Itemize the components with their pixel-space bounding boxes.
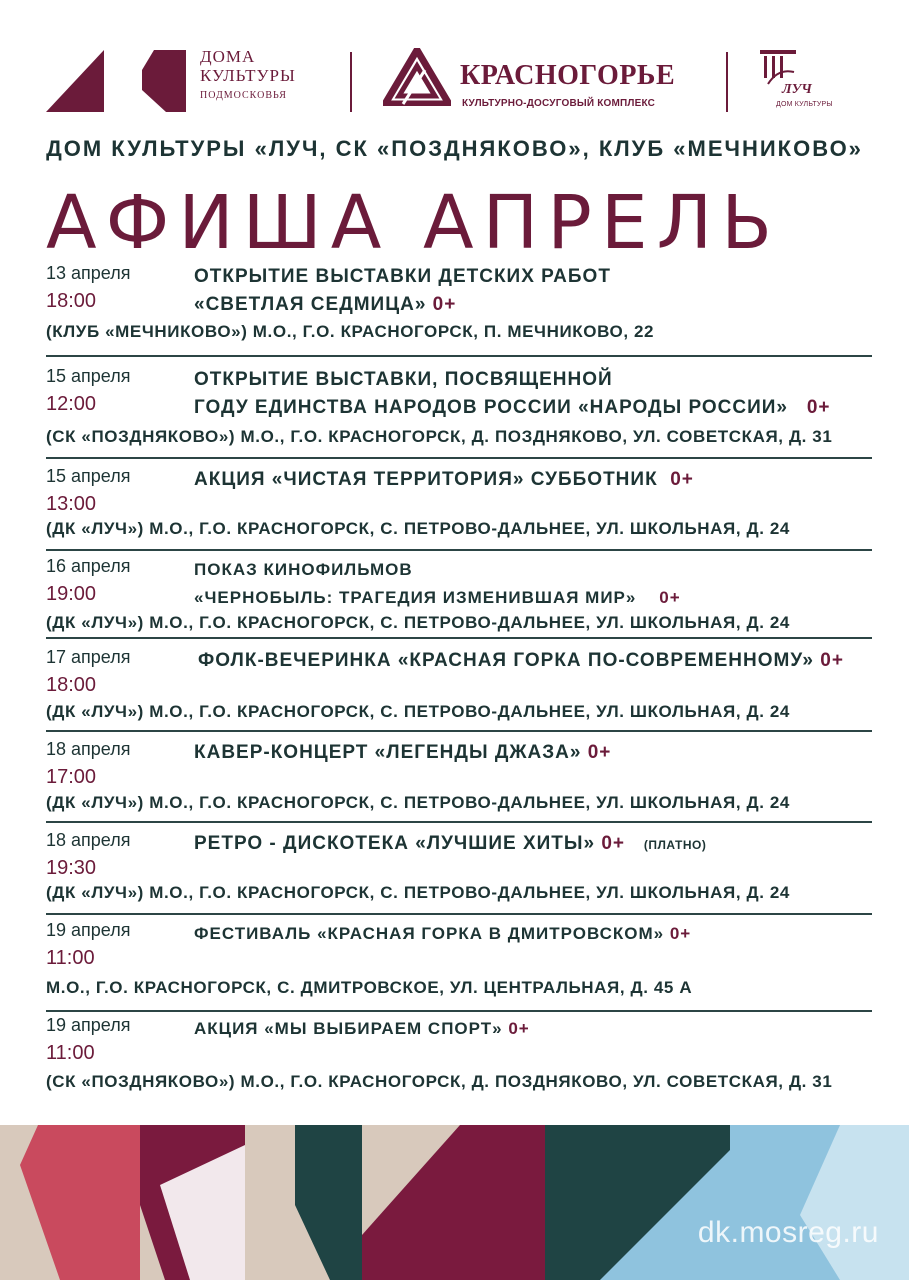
event-time: 17:00 <box>46 766 97 788</box>
age-rating: 0+ <box>432 294 457 315</box>
event-title-line1: АКЦИЯ «ЧИСТАЯ ТЕРРИТОРИЯ» СУББОТНИК <box>194 469 658 490</box>
event-address: (ДК «ЛУЧ») М.О., Г.О. КРАСНОГОРСК, С. ПЕТРОВО-ДАЛЬНЕЕ, УЛ. ШКОЛЬНАЯ, Д. 24 <box>46 519 790 538</box>
event-date: 13 апреля <box>46 263 131 283</box>
krasnogorye-title: КРАСНОГОРЬЕ <box>460 60 676 91</box>
event-date: 18 апреля <box>46 830 131 850</box>
event-time: 11:00 <box>46 1042 95 1064</box>
event-date: 19 апреля <box>46 1015 131 1035</box>
event-title-line2: «СВЕТЛАЯ СЕДМИЦА» <box>194 294 427 315</box>
krasnogorye-subtitle: КУЛЬТУРНО-ДОСУГОВЫЙ КОМПЛЕКС <box>462 98 656 109</box>
logo-divider-2 <box>726 52 728 112</box>
divider <box>46 637 872 639</box>
event-date: 17 апреля <box>46 647 131 667</box>
divider <box>46 355 872 357</box>
dk-logo-text <box>200 48 296 101</box>
event-title-line1: АКЦИЯ «МЫ ВЫБИРАЕМ СПОРТ» <box>194 1019 503 1038</box>
logo-divider <box>350 52 352 112</box>
luch-subtitle: ДОМ КУЛЬТУРЫ <box>776 101 833 108</box>
event-address: (ДК «ЛУЧ») М.О., Г.О. КРАСНОГОРСК, С. ПЕТРОВО-ДАЛЬНЕЕ, УЛ. ШКОЛЬНАЯ, Д. 24 <box>46 613 790 632</box>
dk-logo-line2: КУЛЬТУРЫ <box>200 66 296 85</box>
dk-logo-line3: ПОДМОСКОВЬЯ <box>200 90 287 101</box>
event-date: 15 апреля <box>46 366 131 386</box>
divider <box>46 457 872 459</box>
event-date: 16 апреля <box>46 556 131 576</box>
event-title <box>194 920 691 948</box>
event-title-line1: ОТКРЫТИЕ ВЫСТАВКИ ДЕТСКИХ РАБОТ <box>194 266 611 287</box>
event-title-line1: КАВЕР-КОНЦЕРТ «ЛЕГЕНДЫ ДЖАЗА» <box>194 742 582 763</box>
event-title-line2: «ЧЕРНОБЫЛЬ: ТРАГЕДИЯ ИЗМЕНИВШАЯ МИР» <box>194 588 637 607</box>
footer-band <box>0 1125 909 1280</box>
event-address: (ДК «ЛУЧ») М.О., Г.О. КРАСНОГОРСК, С. ПЕТРОВО-ДАЛЬНЕЕ, УЛ. ШКОЛЬНАЯ, Д. 24 <box>46 702 790 721</box>
divider <box>46 821 872 823</box>
event-date: 15 апреля <box>46 466 131 486</box>
age-rating: 0+ <box>659 588 681 607</box>
age-rating: 0+ <box>669 924 692 943</box>
event-time: 13:00 <box>46 493 97 515</box>
website-text: dk.mosreg.ru <box>697 1216 879 1249</box>
venues-line: ДОМ КУЛЬТУРЫ «ЛУЧ, СК «ПОЗДНЯКОВО», КЛУБ «МЕЧНИКОВО» <box>46 136 863 161</box>
event-item <box>46 830 872 920</box>
divider <box>46 549 872 551</box>
event-title <box>194 739 611 767</box>
age-rating: 0+ <box>508 1019 530 1038</box>
header-logos <box>0 0 909 130</box>
event-item <box>46 920 872 1010</box>
event-time: 19:30 <box>46 857 97 879</box>
decorative-shapes <box>0 1125 909 1280</box>
luch-title: ЛУЧ <box>782 82 812 97</box>
event-time: 18:00 <box>46 674 97 696</box>
paid-note: (ПЛАТНО) <box>643 838 707 852</box>
event-address: (СК «ПОЗДНЯКОВО») М.О., Г.О. КРАСНОГОРСК, Д. ПОЗДНЯКОВО, УЛ. СОВЕТСКАЯ, Д. 31 <box>46 427 833 446</box>
event-address: (СК «ПОЗДНЯКОВО») М.О., Г.О. КРАСНОГОРСК, Д. ПОЗДНЯКОВО, УЛ. СОВЕТСКАЯ, Д. 31 <box>46 1072 833 1091</box>
divider <box>46 1010 872 1012</box>
event-item <box>46 1015 872 1095</box>
event-title <box>194 466 694 494</box>
event-address: (ДК «ЛУЧ») М.О., Г.О. КРАСНОГОРСК, С. ПЕТРОВО-ДАЛЬНЕЕ, УЛ. ШКОЛЬНАЯ, Д. 24 <box>46 883 790 902</box>
event-date: 18 апреля <box>46 739 131 759</box>
event-title <box>194 263 611 319</box>
event-date: 19 апреля <box>46 920 131 940</box>
event-title <box>194 1015 530 1043</box>
event-title <box>194 556 681 612</box>
age-rating: 0+ <box>820 650 844 671</box>
event-title <box>194 830 706 859</box>
event-item <box>46 739 872 829</box>
event-title-line1: ОТКРЫТИЕ ВЫСТАВКИ, ПОСВЯЩЕННОЙ <box>194 369 613 390</box>
age-rating: 0+ <box>587 742 612 763</box>
age-rating: 0+ <box>806 397 831 418</box>
dk-logo-icon <box>46 50 196 112</box>
krasnogorye-logo-icon <box>383 48 451 106</box>
event-title <box>194 366 831 422</box>
dk-logo-line1: ДОМА <box>200 47 256 66</box>
event-item <box>46 647 872 737</box>
event-address: М.О., Г.О. КРАСНОГОРСК, С. ДМИТРОВСКОЕ, УЛ. ЦЕНТРАЛЬНАЯ, Д. 45 А <box>46 978 693 997</box>
event-item <box>46 366 872 462</box>
divider <box>46 913 872 915</box>
event-address: (КЛУБ «МЕЧНИКОВО») М.О., Г.О. КРАСНОГОРСК, П. МЕЧНИКОВО, 22 <box>46 322 655 341</box>
age-rating: 0+ <box>670 469 694 490</box>
event-title <box>198 647 844 675</box>
event-title-line1: РЕТРО - ДИСКОТЕКА «ЛУЧШИЕ ХИТЫ» <box>194 833 596 854</box>
event-item <box>46 466 872 556</box>
event-title-line1: ФЕСТИВАЛЬ «КРАСНАЯ ГОРКА В ДМИТРОВСКОМ» <box>194 924 665 943</box>
event-item <box>46 263 872 359</box>
event-title-line1: ФОЛК-ВЕЧЕРИНКА «КРАСНАЯ ГОРКА ПО-СОВРЕМЕННОМУ» <box>198 650 814 671</box>
event-item <box>46 556 872 646</box>
event-time: 19:00 <box>46 583 97 605</box>
age-rating: 0+ <box>601 833 626 854</box>
event-title-line2: ГОДУ ЕДИНСТВА НАРОДОВ РОССИИ «НАРОДЫ РОССИИ» <box>194 397 788 418</box>
event-time: 18:00 <box>46 290 97 312</box>
event-time: 12:00 <box>46 393 97 415</box>
event-time: 11:00 <box>46 947 95 969</box>
divider <box>46 730 872 732</box>
event-title-line1: ПОКАЗ КИНОФИЛЬМОВ <box>194 560 413 579</box>
event-address: (ДК «ЛУЧ») М.О., Г.О. КРАСНОГОРСК, С. ПЕТРОВО-ДАЛЬНЕЕ, УЛ. ШКОЛЬНАЯ, Д. 24 <box>46 793 790 812</box>
page-title: АФИША АПРЕЛЬ <box>46 180 782 266</box>
